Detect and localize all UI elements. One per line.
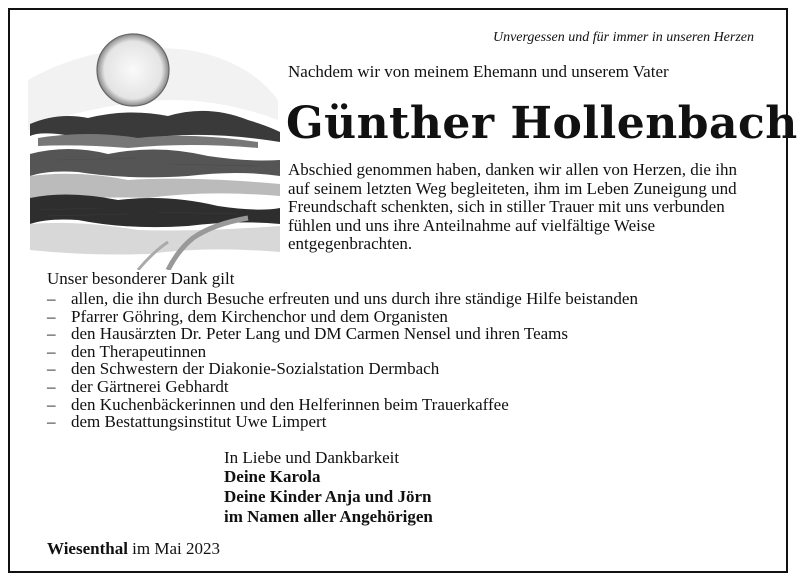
motto: Unvergessen und für immer in unseren Herzen [492,30,754,45]
closing-phrase: In Liebe und Dankbarkeit [224,448,400,467]
list-item [47,378,638,396]
deceased-name: Günther Hollenbach [286,98,798,149]
thanks-line: auf seinem letzten Weg begleiteten, ihm im Leben Zuneigung und [288,178,737,198]
signature-line: im Namen aller Angehörigen [224,507,433,526]
place-date [47,539,220,559]
date-text: im Mai 2023 [132,539,221,558]
thanks-line: Abschied genommen haben, danken wir allen von Herzen, die ihn [288,160,737,179]
thanks-line: entgegenbrachten. [288,234,413,253]
list-item-text: den Schwestern der Diakonie-Sozialstation Dermbach [71,359,440,379]
dash-icon: – [47,394,56,414]
special-thanks-heading: Unser besonderer Dank gilt [47,269,235,288]
landscape-sun-icon [18,20,286,270]
list-item-text: den Kuchenbäckerinnen und den Helferinnen beim Trauerkaffee [71,394,509,414]
list-item-text: den Therapeutinnen [71,341,207,361]
list-item [47,413,638,431]
thanks-line: Freundschaft schenkten, sich in stiller Trauer mit uns verbunden [288,197,725,216]
list-item-text: der Gärtnerei Gebhardt [71,376,229,396]
list-item [47,325,638,343]
list-item-text: den Hausärzten Dr. Peter Lang und DM Carmen Nensel und ihren Teams [71,324,569,344]
dash-icon: – [47,412,56,432]
place-name: Wiesenthal [47,539,128,558]
dash-icon: – [47,289,56,308]
signature-line: Deine Karola [224,467,321,486]
list-item [47,308,638,326]
list-item [47,343,638,361]
list-item-text: dem Bestattungsinstitut Uwe Limpert [71,412,327,432]
dash-icon: – [47,324,56,344]
list-item [47,290,638,308]
intro-text: Nachdem wir von meinem Ehemann und unserem Vater [288,62,669,81]
dash-icon: – [47,306,56,326]
dash-icon: – [47,376,56,396]
list-item [47,396,638,414]
dash-icon: – [47,341,56,361]
list-item-text: allen, die ihn durch Besuche erfreuten und uns durch ihre ständige Hilfe beistanden [71,289,638,308]
list-item-text: Pfarrer Göhring, dem Kirchenchor und dem Organisten [71,306,448,326]
signature-block [224,467,433,527]
thanks-paragraph [288,161,768,254]
list-item [47,360,638,378]
signature-line: Deine Kinder Anja und Jörn [224,487,432,506]
dash-icon: – [47,359,56,379]
thanks-line: fühlen und uns ihre Anteilnahme auf vielfältige Weise [288,215,656,235]
special-thanks-list [47,290,638,431]
